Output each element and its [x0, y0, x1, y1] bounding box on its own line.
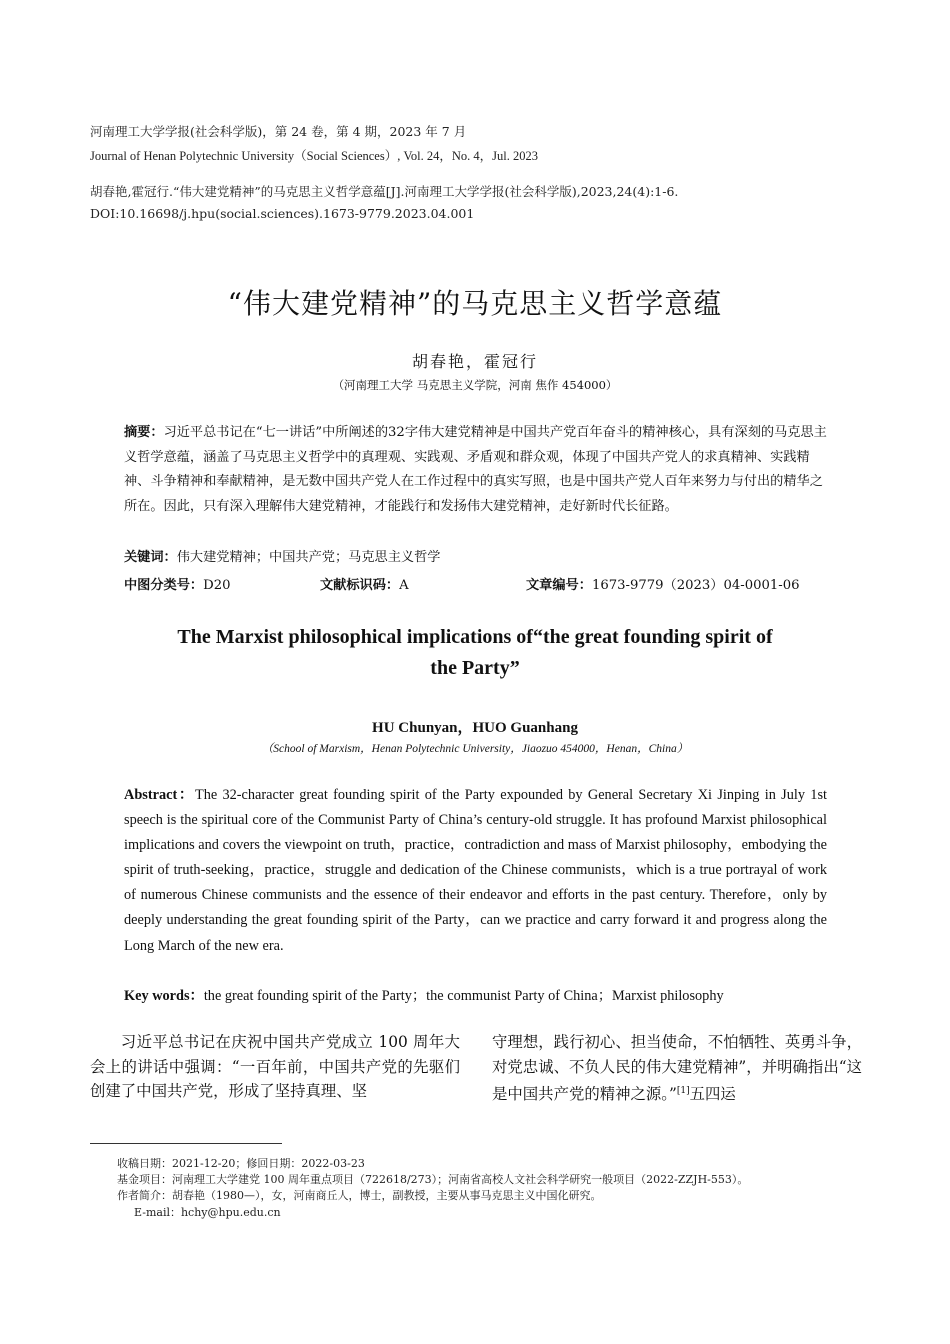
- footnote-divider: [90, 1143, 282, 1144]
- body-column-left: 习近平总书记在庆祝中国共产党成立 100 周年大会上的讲话中强调：“一百年前，中国共产党的先驱们创建了中国共产党，形成了坚持真理、坚: [90, 1033, 460, 1100]
- keywords-cn-label: 关键词：: [124, 550, 177, 565]
- keywords-en-text: the great founding spirit of the Party；the communist Party of China；Marxist philosophy: [203, 988, 724, 1004]
- footnote-author: 作者简介：胡春艳（1980—），女，河南商丘人，博士，副教授，主要从事马克思主义中国化研究。: [117, 1189, 602, 1202]
- affiliation-en: （School of Marxism，Henan Polytechnic University，Jiaozuo 454000，Henan，China）: [261, 743, 689, 755]
- body-right-text: 守理想，践行初心、担当使命，不怕牺牲、英勇斗争，对党忠诚、不负人民的伟大建党精神”，并明确指出“这是中国共产党的精神之源。”: [492, 1033, 862, 1104]
- footnote-email: E-mail：hchy@hpu.edu.cn: [134, 1206, 281, 1219]
- authors-en: HU Chunyan，HUO Guanhang: [372, 720, 578, 736]
- keywords-cn-text: 伟大建党精神；中国共产党；马克思主义哲学: [176, 550, 441, 565]
- journal-header-cn: 河南理工大学学报(社会科学版)，第 24 卷，第 4 期，2023 年 7 月: [90, 124, 467, 139]
- keywords-en: [124, 985, 724, 1005]
- doc-value: A: [399, 578, 409, 593]
- english-title: [0, 622, 950, 684]
- body-right-tail: 五四运: [689, 1085, 736, 1104]
- journal-header-en: Journal of Henan Polytechnic University（Social Sciences）, Vol. 24，No. 4，Jul. 2023: [90, 149, 538, 163]
- authors-cn: 胡春艳，霍冠行: [411, 352, 538, 371]
- article-number: [526, 574, 800, 593]
- abstract-cn-label: 摘要：: [124, 425, 164, 440]
- footnote-fund: 基金项目：河南理工大学建党 100 周年重点项目（722618/273）；河南省高校人文社会科学研究一般项目（2022-ZZJH-553）。: [117, 1173, 749, 1186]
- clc-label: 中图分类号：: [124, 578, 204, 593]
- clc-value: D20: [203, 578, 231, 593]
- english-title-text: The Marxist philosophical implications of“the great founding spirit of the Party”: [177, 626, 773, 679]
- doi: DOI:10.16698/j.hpu(social.sciences).1673-9779.2023.04.001: [90, 206, 475, 221]
- keywords-en-label: Key words：: [124, 988, 204, 1004]
- document-code: [320, 574, 409, 593]
- doc-label: 文献标识码：: [320, 578, 400, 593]
- abstract-en-text: The 32-character great founding spirit of the Party expounded by General Secretary Xi Jinping in July 1st speech is the spiritual core of the Communist Party of China’s century-old struggle. It has profound Marxist philosophical implications and covers the viewpoint on truth，practice，contradiction and mass of Marxist philosophy，embodying the spirit of truth-seeking，practice，struggle and dedication of the Chinese communists，which is a true portrayal of work of numerous Chinese communists and the essence of their endeavor and efforts in the past century. Therefore，only by deeply understanding the great founding spirit of the Party，can we practice and carry forward it and progress along the Long March of the new era.: [124, 787, 827, 954]
- abstract-cn: [124, 421, 829, 519]
- keywords-cn: [124, 546, 441, 565]
- art-label: 文章编号：: [526, 578, 592, 593]
- art-value: 1673-9779（2023）04-0001-06: [591, 578, 800, 593]
- clc-number: [124, 574, 230, 593]
- body-column-right: [492, 1030, 862, 1107]
- abstract-cn-text: 习近平总书记在“七一讲话”中所阐述的32字伟大建党精神是中国共产党百年奋斗的精神核心，具有深刻的马克思主义哲学意蕴，涵盖了马克思主义哲学中的真理观、实践观、矛盾观和群众观，体现了中国共产党人的求真精神、实践精神、斗争精神和奉献精神，是无数中国共产党人在工作过程中的真实写照，也是中国共产党人百年来努力与付出的精华之所在。因此，只有深入理解伟大建党精神，才能践行和发扬伟大建党精神，走好新时代长征路。: [124, 425, 827, 514]
- abstract-en-label: Abstract：: [124, 787, 195, 803]
- abstract-en: [124, 783, 827, 959]
- citation: 胡春艳,霍冠行.“伟大建党精神”的马克思主义哲学意蕴[J].河南理工大学学报(社会科学版),2023,24(4):1-6.: [90, 184, 679, 199]
- affiliation-cn: （河南理工大学 马克思主义学院，河南 焦作 454000）: [332, 378, 618, 392]
- reference-marker: [1]: [676, 1086, 690, 1096]
- page-title: “伟大建党精神”的马克思主义哲学意蕴: [227, 287, 723, 320]
- footnote-received: 收稿日期：2021-12-20；修回日期：2022-03-23: [117, 1157, 365, 1170]
